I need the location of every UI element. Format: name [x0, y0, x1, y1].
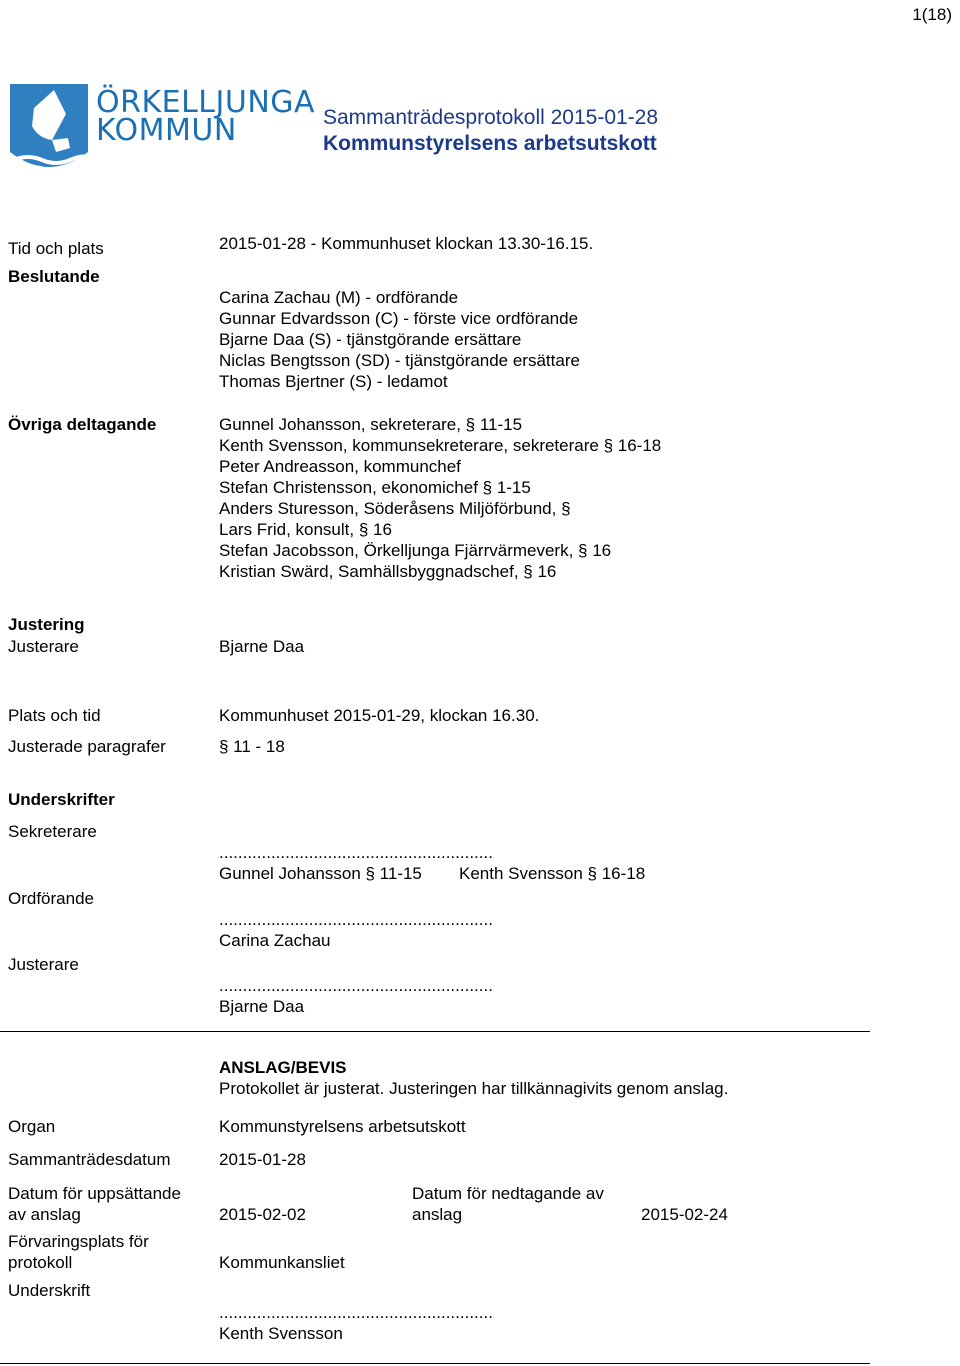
- kommun-logo-emblem: [8, 82, 90, 182]
- signature-adjuster-label: Justerare: [8, 955, 79, 974]
- removed-label-line-1: Datum för nedtagande av: [412, 1184, 604, 1203]
- participant: Kristian Swärd, Samhällsbyggnadschef, § 16: [219, 562, 557, 581]
- document-subtitle: Kommunstyrelsens arbetsutskott: [323, 132, 657, 155]
- participant: Stefan Jacobsson, Örkelljunga Fjärrvärmeverk, § 16: [219, 541, 612, 560]
- document-title: Sammanträdesprotokoll 2015-01-28: [323, 106, 659, 129]
- logo-line-2: KOMMUN: [96, 113, 237, 148]
- storage-label-line-2: protokoll: [8, 1253, 73, 1272]
- participant: Lars Frid, konsult, § 16: [219, 520, 392, 539]
- place-time-value: Kommunhuset 2015-01-29, klockan 16.30.: [219, 706, 540, 725]
- participant: Kenth Svensson, kommunsekreterare, sekreterare § 16-18: [219, 436, 662, 455]
- participant: Peter Andreasson, kommunchef: [219, 457, 461, 476]
- deciding-member: Gunnar Edvardsson (C) - förste vice ordförande: [219, 309, 579, 328]
- organ-value: Kommunstyrelsens arbetsutskott: [219, 1117, 466, 1136]
- logo-line-1: ÖRKELLJUNGA: [96, 85, 316, 120]
- paragraphs-value: § 11 - 18: [219, 737, 285, 756]
- secretary-name-2: Kenth Svensson § 16-18: [459, 864, 646, 883]
- adjuster-label: Justerare: [8, 637, 79, 656]
- removed-date-value: 2015-02-24: [641, 1205, 728, 1224]
- meeting-date-value: 2015-01-28: [219, 1150, 306, 1169]
- adjuster-value: Bjarne Daa: [219, 637, 305, 656]
- storage-value: Kommunkansliet: [219, 1253, 345, 1272]
- participant: Stefan Christensson, ekonomichef § 1-15: [219, 478, 531, 497]
- adjustment-heading: Justering: [8, 615, 85, 634]
- posted-date-value: 2015-02-02: [219, 1205, 306, 1224]
- posted-label-line-1: Datum för uppsättande: [8, 1184, 181, 1203]
- secretary-signature-line: ..........................................................: [219, 843, 493, 862]
- bottom-divider: [0, 1363, 870, 1364]
- participant: Anders Sturesson, Söderåsens Miljöförbund, §: [219, 499, 571, 518]
- chair-label: Ordförande: [8, 889, 94, 908]
- posted-label-line-2: av anslag: [8, 1205, 81, 1224]
- storage-label-line-1: Förvaringsplats för: [8, 1232, 149, 1251]
- notice-signature-line: ..........................................................: [219, 1303, 493, 1322]
- paragraphs-label: Justerade paragrafer: [8, 737, 166, 756]
- notice-signature-name: Kenth Svensson: [219, 1324, 343, 1343]
- chair-name: Carina Zachau: [219, 931, 331, 950]
- secretary-name-1: Gunnel Johansson § 11-15: [219, 864, 422, 883]
- participant: Gunnel Johansson, sekreterare, § 11-15: [219, 415, 523, 434]
- notice-text: Protokollet är justerat. Justeringen har tillkännagivits genom anslag.: [219, 1079, 729, 1098]
- deciding-label: Beslutande: [8, 267, 100, 286]
- others-label: Övriga deltagande: [8, 415, 157, 434]
- meeting-date-label: Sammanträdesdatum: [8, 1150, 171, 1169]
- time-place-value: 2015-01-28 - Kommunhuset klockan 13.30-16.15.: [219, 234, 594, 253]
- signature-adjuster-name: Bjarne Daa: [219, 997, 305, 1016]
- adjuster-signature-line: ..........................................................: [219, 976, 493, 995]
- notice-heading: ANSLAG/BEVIS: [219, 1058, 347, 1077]
- page-number: 1(18): [912, 5, 952, 24]
- secretary-label: Sekreterare: [8, 822, 97, 841]
- time-place-label: Tid och plats: [8, 239, 104, 258]
- chair-signature-line: ..........................................................: [219, 910, 493, 929]
- deciding-member: Carina Zachau (M) - ordförande: [219, 288, 459, 307]
- deciding-member: Thomas Bjertner (S) - ledamot: [219, 372, 448, 391]
- section-divider: [0, 1031, 870, 1032]
- deciding-member: Bjarne Daa (S) - tjänstgörande ersättare: [219, 330, 522, 349]
- signature-label: Underskrift: [8, 1281, 91, 1300]
- organ-label: Organ: [8, 1117, 56, 1136]
- removed-label-line-2: anslag: [412, 1205, 463, 1224]
- deciding-member: Niclas Bengtsson (SD) - tjänstgörande ersättare: [219, 351, 580, 370]
- place-time-label: Plats och tid: [8, 706, 101, 725]
- signatures-heading: Underskrifter: [8, 790, 115, 809]
